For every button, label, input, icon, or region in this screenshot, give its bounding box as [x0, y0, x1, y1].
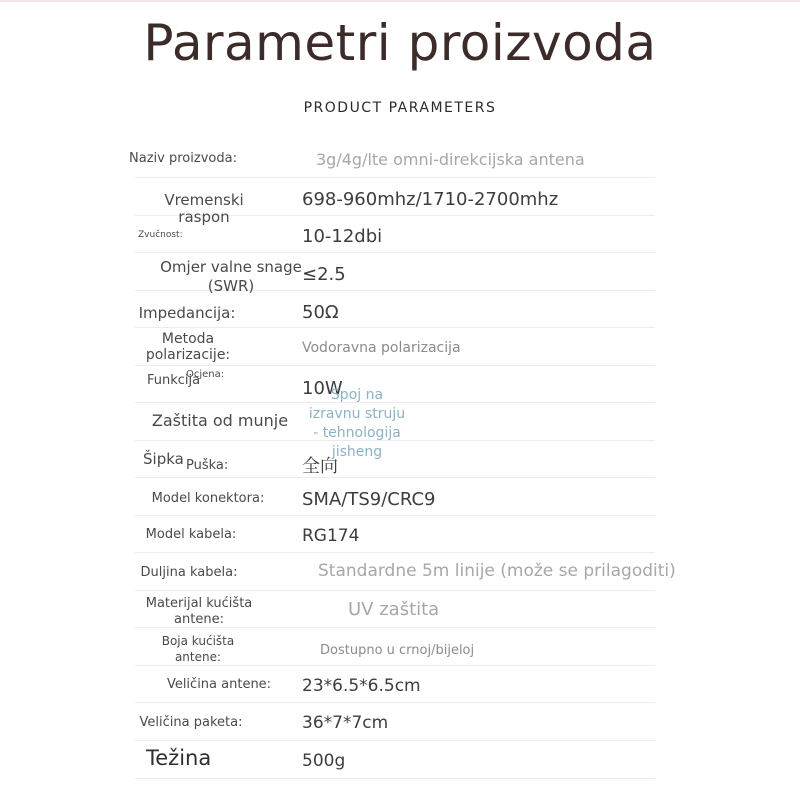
label-housing-color: Boja kućišta antene:	[161, 634, 235, 664]
row-divider	[135, 252, 655, 253]
overlay-line: - tehnologija	[313, 425, 401, 441]
row-divider	[135, 515, 655, 516]
page-subtitle: PRODUCT PARAMETERS	[303, 100, 497, 116]
value-frequency-range: 698-960mhz/1710-2700mhz	[302, 189, 559, 210]
row-divider	[135, 177, 655, 178]
value-housing-material: UV zaštita	[348, 599, 440, 620]
row-divider	[135, 365, 655, 366]
label-impedance: Impedancija:	[138, 304, 236, 322]
value-cable-model: RG174	[302, 526, 360, 546]
row-divider	[135, 665, 655, 666]
label-rating: Ocjena:	[186, 369, 225, 380]
label-function: Funkcija	[147, 373, 201, 388]
label-gain: Zvučnost:	[138, 230, 183, 240]
label-rod: Šipka	[143, 450, 184, 468]
label-antenna-size: Veličina antene:	[166, 677, 272, 692]
label-connector-model: Model konektora:	[151, 491, 265, 506]
row-divider	[135, 778, 655, 779]
value-rating: 10W	[302, 378, 343, 399]
row-divider	[135, 552, 655, 553]
value-direction: 全向	[302, 456, 338, 477]
label-lightning-protection: Zaštita od munje	[151, 411, 289, 430]
row-divider	[135, 590, 655, 591]
row-divider	[135, 327, 655, 328]
label-product-name: Naziv proizvoda:	[129, 151, 237, 166]
overlay-line: jisheng	[331, 444, 383, 460]
label-weight: Težina	[146, 746, 212, 770]
label-cable-model: Model kabela:	[145, 527, 237, 542]
row-divider	[135, 477, 655, 478]
overlay-note	[302, 386, 412, 462]
page-title: Parametri proizvoda	[143, 14, 657, 72]
value-cable-length: Standardne 5m linije (može se prilagoditi)	[318, 561, 676, 581]
value-antenna-size: 23*6.5*6.5cm	[302, 676, 421, 696]
top-divider	[0, 0, 800, 2]
value-impedance: 50Ω	[302, 302, 339, 323]
value-product-name: 3g/4g/lte omni-direkcijska antena	[316, 150, 585, 169]
value-gain: 10-12dbi	[302, 226, 383, 247]
label-package-size: Veličina paketa:	[139, 715, 243, 730]
row-divider	[135, 740, 655, 741]
value-polarization: Vodoravna polarizacija	[302, 340, 461, 356]
label-housing-material: Materijal kućišta antene:	[145, 596, 253, 627]
label-cable-length: Duljina kabela:	[140, 565, 238, 580]
label-gun: Puška:	[186, 458, 229, 473]
value-connector-model: SMA/TS9/CRC9	[302, 489, 436, 510]
row-divider	[135, 702, 655, 703]
label-frequency-range: Vremenski raspon	[164, 191, 244, 226]
value-weight: 500g	[302, 751, 346, 771]
label-polarization: Metoda polarizacije:	[145, 331, 231, 363]
value-package-size: 36*7*7cm	[302, 713, 389, 733]
overlay-line: izravnu struju	[308, 406, 406, 422]
label-swr: Omjer valne snage (SWR)	[160, 258, 302, 295]
value-swr: ≤2.5	[302, 264, 346, 285]
overlay-line: Spoj na	[330, 387, 384, 403]
value-housing-color: Dostupno u crnoj/bijeloj	[320, 643, 475, 658]
